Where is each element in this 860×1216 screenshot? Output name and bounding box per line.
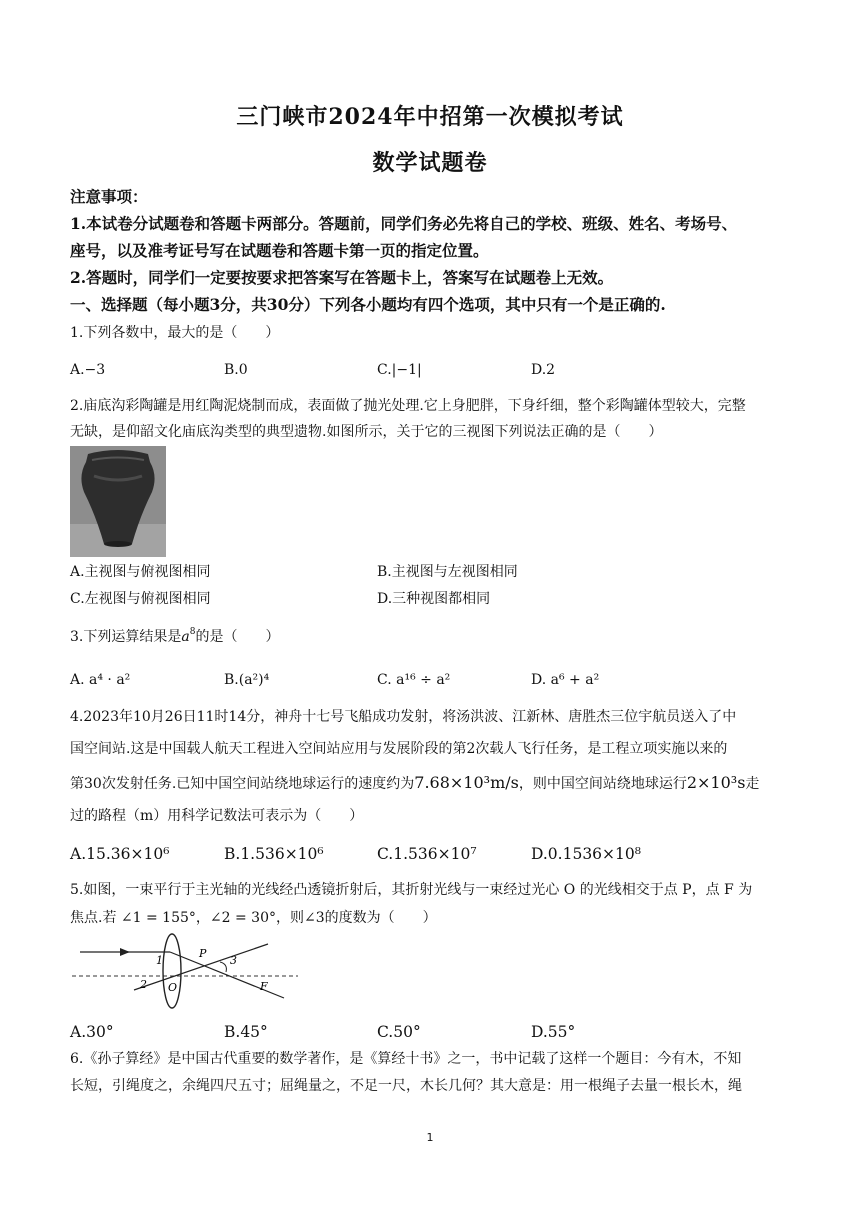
pottery-jar-photo (70, 446, 166, 557)
q1-option-b: B.0 (224, 362, 248, 378)
q4-time: 2×10³s (686, 773, 746, 792)
q2-option-a: A.主视图与俯视图相同 (70, 564, 211, 580)
q4-line2: 国空间站.这是中国载人航天工程进入空间站应用与发展阶段的第2次载人飞行任务，是工程立项实施以来的 (70, 741, 728, 757)
q3-stem-pre: 3.下列运算结果是 (70, 629, 182, 645)
q5-option-a: A.30° (70, 1023, 114, 1041)
q4-line3-pre: 第30次发射任务.已知中国空间站绕地球运行的速度约为 (70, 776, 415, 792)
q5-option-b: B.45° (224, 1023, 268, 1041)
page-number: 1 (426, 1131, 434, 1144)
exam-subtitle: 数学试题卷 (372, 150, 488, 176)
q3-option-d: D. a⁶ + a² (531, 672, 600, 688)
q2-option-b: B.主视图与左视图相同 (377, 564, 518, 580)
pottery-jar-icon (70, 446, 166, 557)
q3-stem (70, 626, 792, 648)
lens-diagram (72, 932, 298, 1010)
q2-line1: 2.庙底沟彩陶罐是用红陶泥烧制而成，表面做了抛光处理.它上身肥胖，下身纤细，整个彩陶罐体型较大，完整 (70, 398, 746, 414)
q3-stem-base: a (181, 629, 190, 645)
q1-option-d: D.2 (531, 362, 556, 378)
notice-item1-line1: 1.本试卷分试题卷和答题卡两部分。答题前，同学们务必先将自己的学校、班级、姓名、考场号、 (70, 214, 738, 233)
q3-option-a: A. a⁴ · a² (70, 672, 131, 688)
exam-title: 三门峡市2024年中招第一次模拟考试 (236, 104, 624, 130)
q2-line2: 无缺，是仰韶文化庙底沟类型的典型遗物.如图所示，关于它的三视图下列说法正确的是（ ） (70, 424, 663, 440)
q3-option-b: B.(a²)⁴ (224, 672, 270, 688)
q2-option-c: C.左视图与俯视图相同 (70, 591, 211, 607)
q4-line1: 4.2023年10月26日11时14分，神舟十七号飞船成功发射，将汤洪波、江新林、唐胜杰三位宇航员送入了中 (70, 709, 737, 725)
q1-stem: 1.下列各数中，最大的是（ ） (70, 325, 280, 341)
q3-option-c: C. a¹⁶ ÷ a² (377, 672, 451, 688)
lens-label-2: 2 (140, 978, 147, 991)
lens-label-1: 1 (156, 954, 163, 967)
lens-label-3: 3 (230, 954, 237, 967)
notice-item1-line2: 座号，以及准考证号写在试题卷和答题卡第一页的指定位置。 (70, 241, 489, 260)
q4-option-d: D.0.1536×10⁸ (531, 845, 641, 863)
q1-option-a: A.−3 (70, 362, 106, 378)
q5-option-d: D.55° (531, 1023, 576, 1041)
q6-line1: 6.《孙子算经》是中国古代重要的数学著作，是《算经十书》之一，书中记载了这样一个题目：今有木，不知 (70, 1051, 742, 1067)
q4-line3-mid: ，则中国空间站绕地球运行 (518, 776, 687, 792)
q4-option-b: B.1.536×10⁶ (224, 845, 324, 863)
lens-label-p: P (199, 947, 207, 960)
q4-line3 (70, 772, 792, 795)
q4-line4: 过的路程（m）用科学记数法可表示为（ ） (70, 808, 364, 824)
q4-option-a: A.15.36×10⁶ (70, 845, 170, 863)
q2-option-d: D.三种视图都相同 (377, 591, 491, 607)
q5-line2: 焦点.若 ∠1 = 155°，∠2 = 30°，则∠3的度数为（ ） (70, 910, 437, 926)
lens-label-o: O (168, 981, 178, 994)
q3-stem-post: 的是（ ） (195, 629, 280, 645)
q4-option-c: C.1.536×10⁷ (377, 845, 477, 863)
q1-option-c: C.|−1| (377, 362, 422, 378)
lens-label-f: F (260, 980, 268, 993)
q3-stem-exp: 8 (189, 627, 196, 637)
lens-diagram-svg (72, 932, 298, 1010)
q5-option-c: C.50° (377, 1023, 421, 1041)
section1-heading: 一、选择题（每小题3分，共30分）下列各小题均有四个选项，其中只有一个是正确的. (70, 295, 666, 314)
notice-heading: 注意事项： (70, 187, 148, 206)
q4-line3-post: 走 (745, 776, 760, 792)
q4-speed: 7.68×10³m/s (414, 773, 519, 792)
notice-item2: 2.答题时，同学们一定要按要求把答案写在答题卡上，答案写在试题卷上无效。 (70, 268, 614, 287)
q6-line2: 长短，引绳度之，余绳四尺五寸；屈绳量之，不足一尺，木长几何？其大意是：用一根绳子去量一根长木，绳 (70, 1078, 742, 1094)
q5-line1: 5.如图，一束平行于主光轴的光线经凸透镜折射后，其折射光线与一束经过光心 O 的光线相交于点 P，点 F 为 (70, 882, 753, 898)
